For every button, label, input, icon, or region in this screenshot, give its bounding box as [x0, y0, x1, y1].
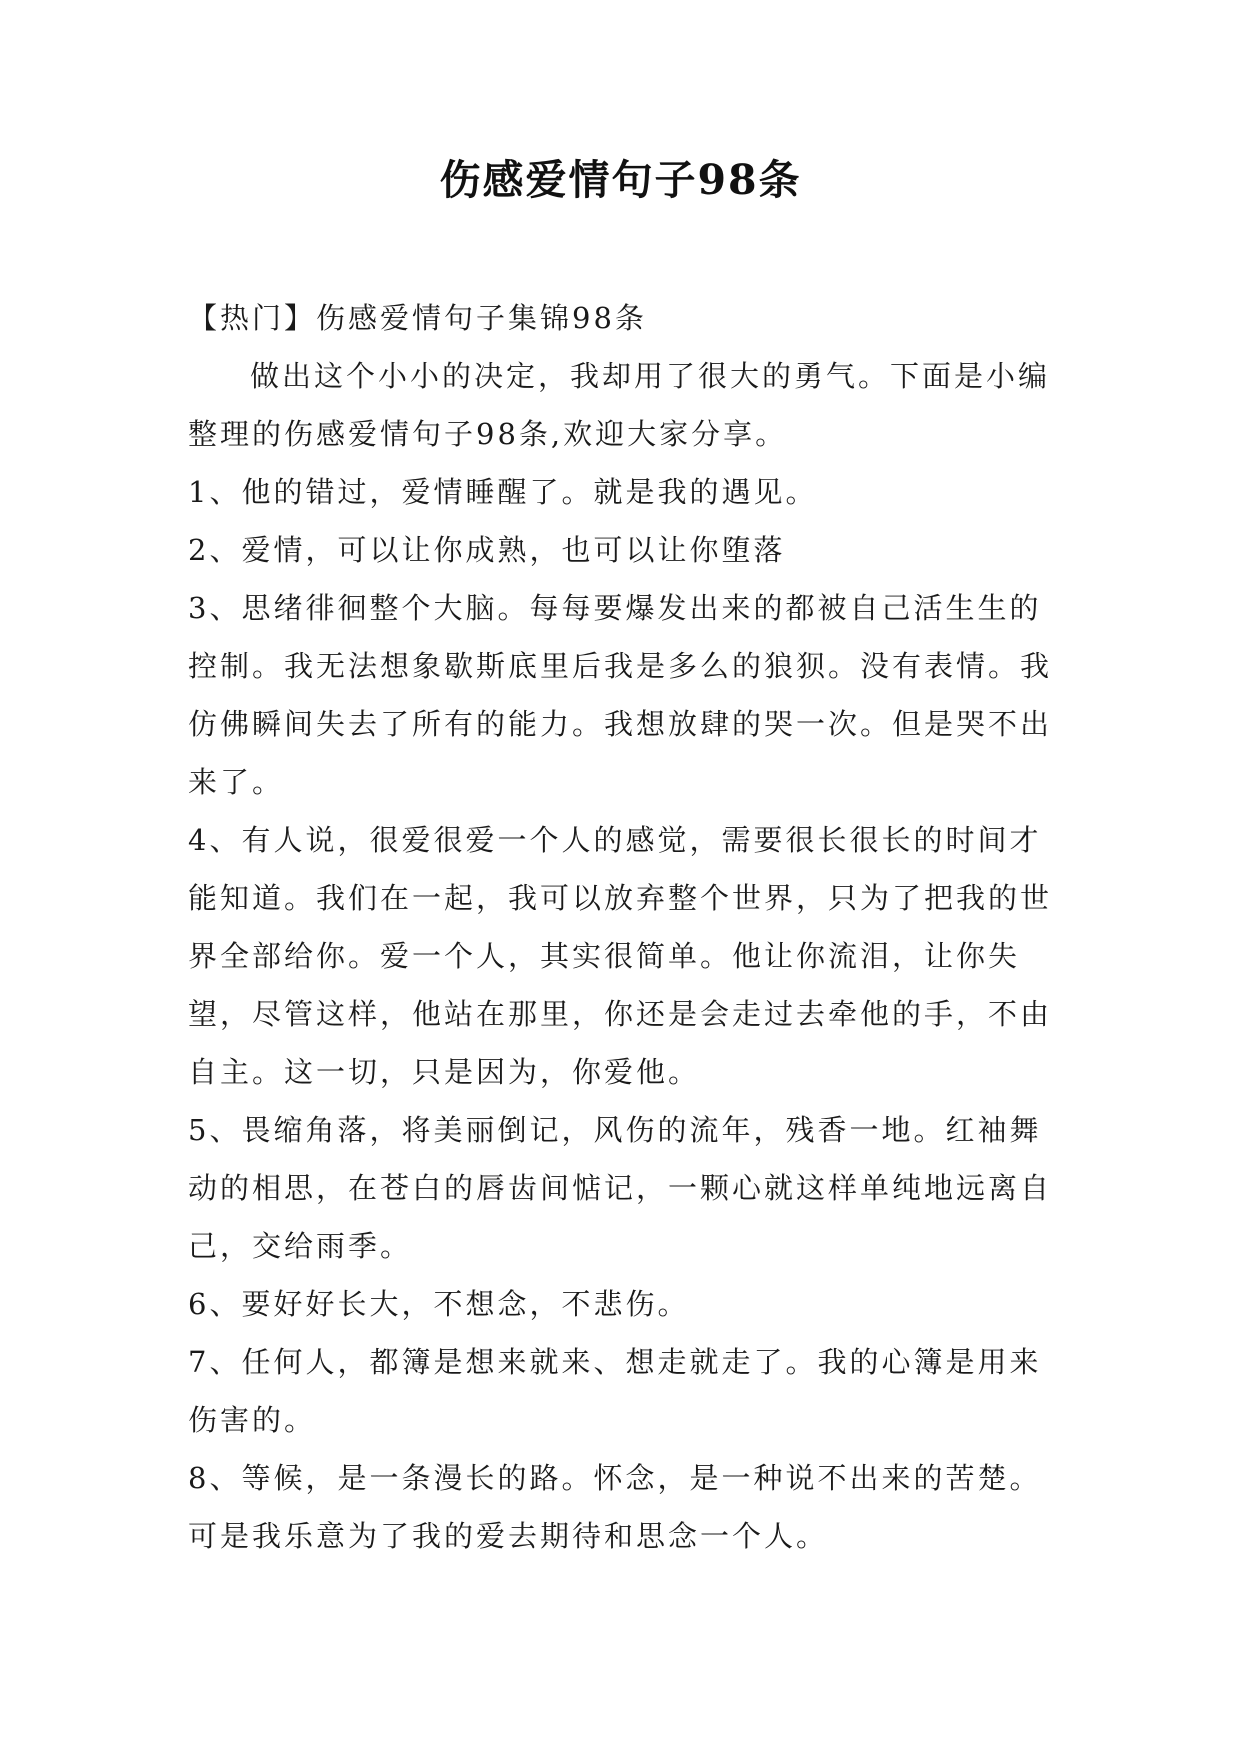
list-item: 3、思绪徘徊整个大脑。每每要爆发出来的都被自己活生生的控制。我无法想象歇斯底里后我是多么的狼狈。没有表情。我仿佛瞬间失去了所有的能力。我想放肆的哭一次。但是哭不出来了。	[188, 591, 1053, 799]
document-subtitle: 【热门】伤感爱情句子集锦98条	[188, 301, 647, 335]
list-item: 5、畏缩角落，将美丽倒记，风伤的流年，残香一地。红袖舞动的相思，在苍白的唇齿间惦记，一颗心就这样单纯地远离自己，交给雨季。	[188, 1113, 1053, 1263]
list-item: 2、爱情，可以让你成熟，也可以让你堕落	[188, 533, 786, 567]
document-body	[188, 289, 1058, 1565]
list-item: 6、要好好长大，不想念，不悲伤。	[188, 1287, 690, 1321]
list-item: 4、有人说，很爱很爱一个人的感觉，需要很长很长的时间才能知道。我们在一起，我可以放弃整个世界，只为了把我的世界全部给你。爱一个人，其实很简单。他让你流泪，让你失望，尽管这样，他站在那里，你还是会走过去牵他的手，不由自主。这一切，只是因为，你爱他。	[188, 823, 1053, 1089]
list-item: 7、任何人，都簿是想来就来、想走就走了。我的心簿是用来伤害的。	[188, 1345, 1042, 1437]
list-item: 1、他的错过，爱情睡醒了。就是我的遇见。	[188, 475, 818, 509]
intro-paragraph: 做出这个小小的决定，我却用了很大的勇气。下面是小编整理的伤感爱情句子98条,欢迎大家分享。	[188, 359, 1051, 451]
list-item: 8、等候，是一条漫长的路。怀念，是一种说不出来的苦楚。可是我乐意为了我的爱去期待和思念一个人。	[188, 1461, 1042, 1553]
document-title: 伤感爱情句子98条	[439, 156, 802, 204]
